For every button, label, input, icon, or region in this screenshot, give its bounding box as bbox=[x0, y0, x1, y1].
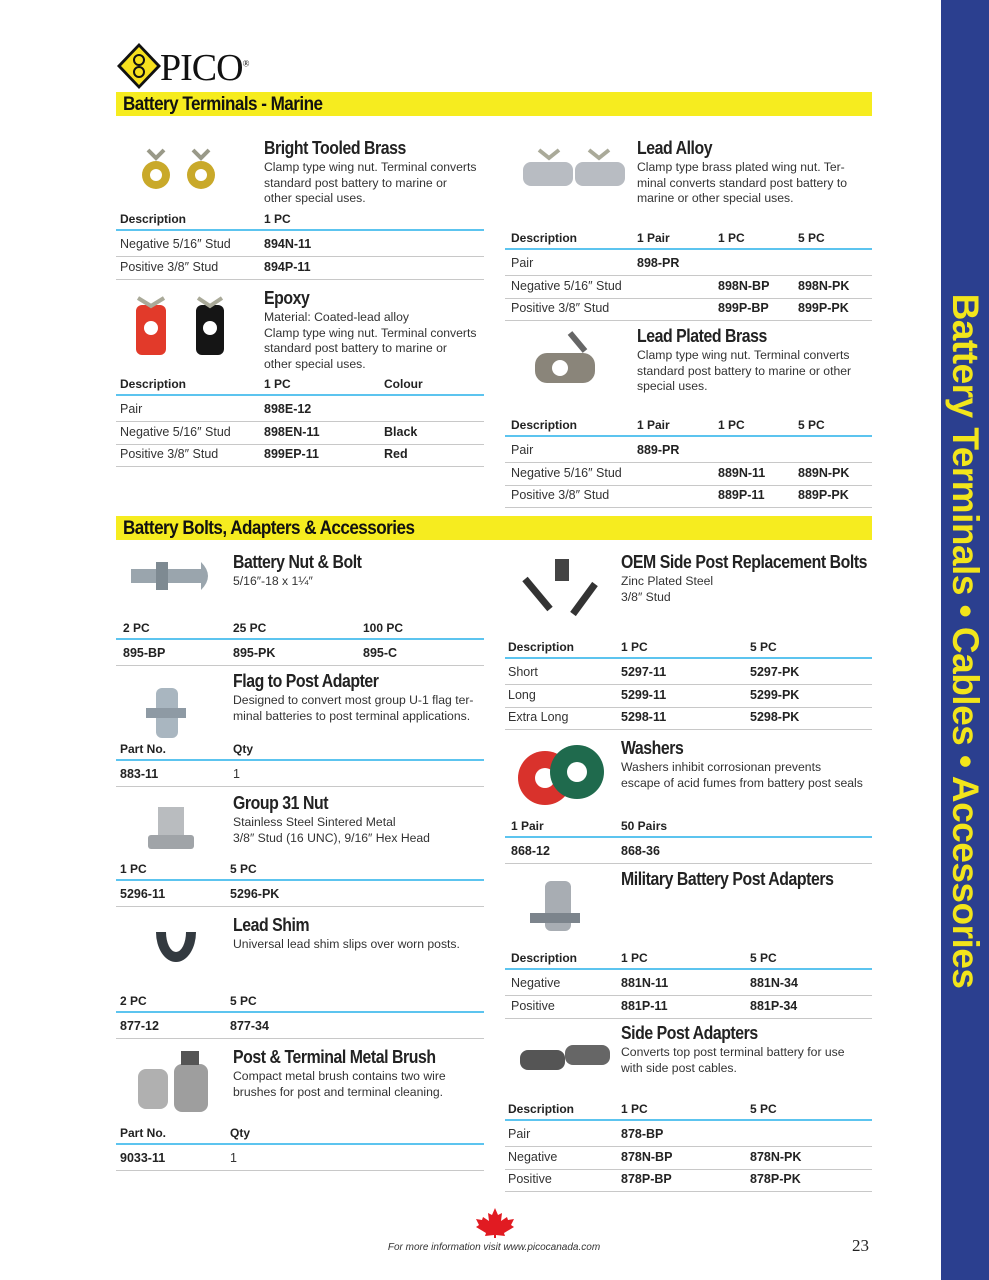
table-header: Description bbox=[511, 418, 578, 432]
product-description: other special uses. bbox=[264, 191, 366, 205]
table-header-rule bbox=[116, 638, 484, 640]
table-cell: 889P-11 bbox=[718, 488, 765, 503]
table-header: Qty bbox=[230, 1126, 251, 1140]
table-header: 5 PC bbox=[798, 231, 825, 245]
table-header: 1 PC bbox=[718, 231, 745, 245]
product-image bbox=[126, 917, 236, 987]
product-title: Military Battery Post Adapters bbox=[621, 869, 834, 889]
table-header: 1 PC bbox=[621, 1102, 648, 1116]
table-cell: 878P-PK bbox=[750, 1172, 801, 1187]
table-row-rule bbox=[116, 256, 484, 257]
table-cell: 899EP-11 bbox=[264, 447, 319, 462]
product-description: minal batteries to post terminal applications. bbox=[233, 708, 471, 723]
table-cell: 877-12 bbox=[120, 1019, 159, 1033]
table-cell: 878N-BP bbox=[621, 1149, 673, 1164]
table-row-rule bbox=[505, 995, 872, 996]
footer-text: For more information visit www.picocanada.com bbox=[387, 1242, 601, 1253]
table-header: 1 PC bbox=[264, 377, 291, 391]
table-cell: Red bbox=[384, 447, 408, 462]
table-header-rule bbox=[116, 879, 484, 881]
table-cell: 868-36 bbox=[621, 844, 660, 858]
product-description: Designed to convert most group U-1 flag ter- bbox=[233, 693, 474, 707]
product-title: Lead Alloy bbox=[637, 138, 713, 158]
product-image bbox=[126, 140, 236, 210]
product-description: Stainless Steel Sintered Metal bbox=[233, 815, 396, 829]
table-row-rule bbox=[505, 275, 872, 276]
maple-leaf-icon bbox=[474, 1208, 516, 1243]
product-description: Clamp type wing nut. Terminal converts bbox=[637, 348, 850, 362]
table-header: 1 PC bbox=[718, 418, 745, 432]
table-row-rule bbox=[505, 298, 872, 299]
table-row-rule bbox=[116, 1170, 484, 1171]
table-header: 100 PC bbox=[363, 621, 404, 635]
table-cell: Negative bbox=[508, 1149, 558, 1164]
table-cell: 881N-11 bbox=[621, 976, 669, 990]
table-cell: Positive bbox=[508, 1172, 552, 1187]
table-header-rule bbox=[116, 1143, 484, 1145]
product-description: Washers inhibit corrosionan prevents bbox=[621, 760, 822, 774]
product-description: standard post battery to marine or bbox=[264, 175, 447, 190]
table-cell: 899P-PK bbox=[798, 301, 849, 316]
table-row-rule bbox=[116, 665, 484, 666]
table-row-rule bbox=[505, 863, 872, 864]
table-row-rule bbox=[505, 684, 872, 685]
table-header: 5 PC bbox=[750, 951, 777, 965]
table-cell: 883-11 bbox=[120, 767, 159, 781]
product-title: Washers bbox=[621, 738, 684, 758]
table-header-rule bbox=[116, 759, 484, 761]
table-cell: Pair bbox=[120, 402, 143, 416]
table-header-rule bbox=[116, 229, 484, 231]
product-image bbox=[515, 554, 625, 624]
product-title: Flag to Post Adapter bbox=[233, 671, 379, 691]
product-description: Material: Coated-lead alloy bbox=[264, 310, 409, 324]
product-image bbox=[126, 673, 236, 743]
table-cell: 1 bbox=[233, 767, 240, 781]
side-title: Battery Terminals • Cables • Accessories bbox=[945, 293, 986, 989]
table-header: 50 Pairs bbox=[621, 819, 668, 833]
table-header: 1 Pair bbox=[637, 231, 670, 245]
table-row-rule bbox=[505, 1018, 872, 1019]
table-header-rule bbox=[505, 1119, 872, 1121]
table-row-rule bbox=[116, 786, 484, 787]
product-description: special uses. bbox=[637, 379, 708, 393]
product-image bbox=[126, 290, 236, 360]
table-cell: Pair bbox=[511, 256, 534, 270]
table-cell: Positive 3/8″ Stud bbox=[511, 488, 610, 503]
table-cell: Negative bbox=[511, 976, 561, 990]
table-header: 5 PC bbox=[750, 640, 777, 654]
table-cell: 5299-PK bbox=[750, 687, 800, 702]
product-description: standard post battery to marine or bbox=[264, 341, 447, 355]
table-header-rule bbox=[505, 657, 872, 659]
table-cell: 5296-PK bbox=[230, 887, 280, 901]
table-header: 25 PC bbox=[233, 621, 267, 635]
table-header: Description bbox=[508, 640, 575, 654]
table-cell: Positive 3/8″ Stud bbox=[511, 301, 610, 316]
table-row-rule bbox=[505, 729, 872, 730]
product-title: Post & Terminal Metal Brush bbox=[233, 1047, 436, 1067]
table-header: Description bbox=[511, 951, 578, 965]
product-image bbox=[515, 740, 625, 810]
product-description: standard post battery to marine or other bbox=[637, 363, 852, 378]
product-description: Universal lead shim slips over worn posts. bbox=[233, 937, 460, 951]
product-title: Battery Nut & Bolt bbox=[233, 552, 362, 572]
table-cell: 889N-11 bbox=[718, 465, 766, 480]
table-header: 5 PC bbox=[798, 418, 825, 432]
table-cell: 889-PR bbox=[637, 443, 680, 457]
table-header: 1 PC bbox=[264, 212, 291, 226]
product-description: Clamp type brass plated wing nut. Ter- bbox=[637, 160, 845, 174]
table-header: 1 PC bbox=[120, 862, 147, 876]
table-header: 2 PC bbox=[120, 994, 147, 1008]
table-header-rule bbox=[116, 1011, 484, 1013]
table-row-rule bbox=[116, 906, 484, 907]
product-title: Lead Plated Brass bbox=[637, 326, 767, 346]
table-header: Description bbox=[120, 212, 187, 226]
table-row-rule bbox=[116, 466, 484, 467]
table-cell: 898-PR bbox=[637, 256, 680, 270]
product-description: escape of acid fumes from battery post seals bbox=[621, 775, 863, 790]
table-cell: 894P-11 bbox=[264, 259, 311, 274]
product-description: 3/8″ Stud bbox=[621, 589, 671, 604]
table-cell: Positive bbox=[511, 998, 555, 1013]
table-cell: Pair bbox=[511, 443, 534, 457]
table-cell: Extra Long bbox=[508, 710, 569, 725]
table-header: Part No. bbox=[120, 742, 167, 756]
product-image bbox=[515, 328, 625, 398]
table-row-rule bbox=[505, 462, 872, 463]
product-image bbox=[126, 1049, 236, 1119]
table-header: Part No. bbox=[120, 1126, 167, 1140]
table-header: 5 PC bbox=[230, 862, 257, 876]
table-cell: 895-BP bbox=[123, 646, 166, 660]
table-header: 5 PC bbox=[230, 994, 257, 1008]
table-header-rule bbox=[505, 836, 872, 838]
table-cell: Long bbox=[508, 687, 536, 702]
table-cell: 889N-PK bbox=[798, 465, 850, 480]
product-title: Side Post Adapters bbox=[621, 1023, 758, 1043]
table-cell: 889P-PK bbox=[798, 488, 849, 503]
table-cell: 881P-34 bbox=[750, 998, 798, 1013]
product-description: minal converts standard post battery to bbox=[637, 175, 848, 190]
product-description: other special uses. bbox=[264, 356, 366, 371]
product-description: marine or other special uses. bbox=[637, 191, 794, 205]
table-header: 1 Pair bbox=[637, 418, 670, 432]
table-cell: 899P-BP bbox=[718, 301, 769, 316]
section-header-marine: Battery Terminals - Marine bbox=[116, 92, 872, 116]
product-description: 5/16″-18 x 1¼″ bbox=[233, 574, 313, 588]
table-header: 2 PC bbox=[123, 621, 150, 635]
table-cell: Negative 5/16″ Stud bbox=[511, 278, 622, 293]
product-description: Clamp type wing nut. Terminal converts bbox=[264, 325, 477, 340]
table-cell: 878N-PK bbox=[750, 1149, 802, 1164]
product-description: Clamp type wing nut. Terminal converts bbox=[264, 160, 477, 174]
product-description: with side post cables. bbox=[621, 1060, 737, 1075]
table-header-rule bbox=[505, 248, 872, 250]
table-cell: 898E-12 bbox=[264, 402, 312, 416]
product-title: Group 31 Nut bbox=[233, 793, 329, 813]
product-title: Epoxy bbox=[264, 288, 310, 308]
table-cell: 5296-11 bbox=[120, 887, 166, 901]
product-title: OEM Side Post Replacement Bolts bbox=[621, 552, 868, 572]
product-description: Compact metal brush contains two wire bbox=[233, 1069, 446, 1083]
product-title: Bright Tooled Brass bbox=[264, 138, 406, 158]
product-description: 3/8″ Stud (16 UNC), 9/16″ Hex Head bbox=[233, 830, 430, 845]
table-cell: 5298-PK bbox=[750, 710, 800, 725]
table-cell: Pair bbox=[508, 1127, 531, 1141]
table-row-rule bbox=[505, 485, 872, 486]
table-cell: 9033-11 bbox=[120, 1151, 166, 1165]
table-header: Description bbox=[120, 377, 187, 391]
product-title: Lead Shim bbox=[233, 915, 310, 935]
table-row-rule bbox=[505, 707, 872, 708]
table-cell: Black bbox=[384, 424, 418, 439]
brand-name: PICO® bbox=[160, 47, 249, 89]
table-cell: 895-C bbox=[363, 646, 398, 660]
table-row-rule bbox=[505, 1146, 872, 1147]
table-row-rule bbox=[116, 279, 484, 280]
table-row-rule bbox=[505, 1191, 872, 1192]
table-cell: Positive 3/8″ Stud bbox=[120, 259, 219, 274]
table-cell: Positive 3/8″ Stud bbox=[120, 447, 219, 462]
table-header: Colour bbox=[384, 377, 423, 391]
product-image bbox=[515, 871, 625, 941]
table-cell: 5299-11 bbox=[621, 687, 667, 702]
product-image bbox=[126, 795, 236, 865]
table-header: 1 Pair bbox=[511, 819, 544, 833]
product-description: Zinc Plated Steel bbox=[621, 574, 714, 588]
table-cell: 898N-BP bbox=[718, 278, 770, 293]
table-header: Description bbox=[508, 1102, 575, 1116]
table-cell: 5297-PK bbox=[750, 665, 800, 679]
table-cell: 894N-11 bbox=[264, 237, 312, 251]
table-header: Description bbox=[511, 231, 578, 245]
table-header-rule bbox=[505, 435, 872, 437]
pico-logo-icon bbox=[116, 42, 162, 90]
page-number: 23 bbox=[852, 1236, 869, 1255]
table-cell: 5297-11 bbox=[621, 665, 667, 679]
table-cell: Negative 5/16″ Stud bbox=[511, 465, 622, 480]
section-header-accessories: Battery Bolts, Adapters & Accessories bbox=[116, 516, 872, 540]
product-image bbox=[515, 1025, 625, 1095]
table-cell: 881N-34 bbox=[750, 976, 798, 990]
table-row-rule bbox=[505, 320, 872, 321]
product-image bbox=[515, 140, 625, 210]
table-cell: 878P-BP bbox=[621, 1172, 672, 1187]
product-image bbox=[126, 554, 236, 624]
table-cell: 1 bbox=[230, 1151, 237, 1165]
table-cell: 877-34 bbox=[230, 1019, 269, 1033]
table-header: 1 PC bbox=[621, 951, 648, 965]
table-header: 1 PC bbox=[621, 640, 648, 654]
table-cell: 895-PK bbox=[233, 646, 276, 660]
table-cell: Negative 5/16″ Stud bbox=[120, 237, 231, 251]
product-description: Converts top post terminal battery for use bbox=[621, 1045, 845, 1059]
table-row-rule bbox=[116, 1038, 484, 1039]
table-cell: 868-12 bbox=[511, 844, 550, 858]
table-header: Qty bbox=[233, 742, 254, 756]
table-header: 5 PC bbox=[750, 1102, 777, 1116]
table-row-rule bbox=[116, 444, 484, 445]
table-cell: Short bbox=[508, 665, 538, 679]
table-cell: Negative 5/16″ Stud bbox=[120, 424, 231, 439]
table-cell: 878-BP bbox=[621, 1127, 664, 1141]
table-cell: 898EN-11 bbox=[264, 424, 320, 439]
table-row-rule bbox=[116, 421, 484, 422]
table-row-rule bbox=[505, 507, 872, 508]
product-description: brushes for post and terminal cleaning. bbox=[233, 1084, 444, 1099]
table-cell: 881P-11 bbox=[621, 998, 668, 1013]
table-row-rule bbox=[505, 1169, 872, 1170]
table-cell: 898N-PK bbox=[798, 278, 850, 293]
table-header-rule bbox=[116, 394, 484, 396]
table-header-rule bbox=[505, 968, 872, 970]
table-cell: 5298-11 bbox=[621, 710, 667, 725]
